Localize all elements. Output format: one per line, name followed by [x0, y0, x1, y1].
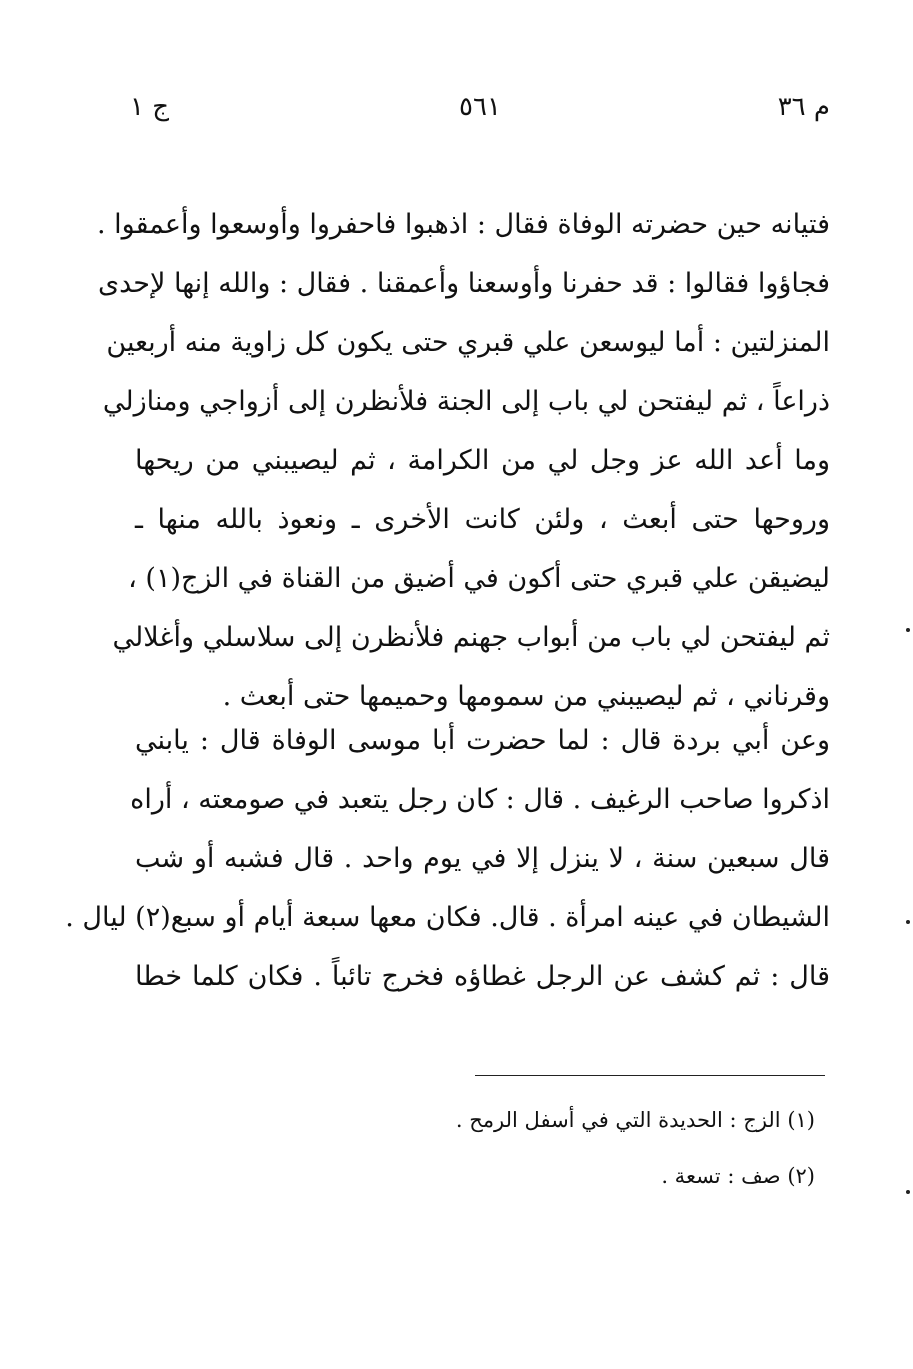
text-line: ذراعاً ، ثم ليفتحن لي باب إلى الجنة فلأنظرن إلى أزواجي ومنازلي	[102, 386, 830, 417]
text-line: اذكروا صاحب الرغيف . قال : كان رجل يتعبد في صومعته ، أراه	[130, 784, 830, 815]
text-line: وعن أبي بردة قال : لما حضرت أبا موسى الوفاة قال : يابني	[135, 725, 830, 756]
footnote-divider	[475, 1075, 825, 1076]
scan-speck	[906, 920, 910, 924]
text-line: فجاؤوا فقالوا : قد حفرنا وأوسعنا وأعمقنا . فقال : والله إنها لإحدى	[97, 268, 830, 299]
paragraph-1	[97, 195, 830, 726]
text-line: قال سبعين سنة ، لا ينزل إلا في يوم واحد . قال فشبه أو شب	[135, 843, 830, 874]
signature-mark: م ٣٦	[777, 92, 830, 122]
text-line: فتيانه حين حضرته الوفاة فقال : اذهبوا فاحفروا وأوسعوا وأعمقوا .	[97, 209, 830, 240]
text-line: وروحها حتى أبعث ، ولئن كانت الأخرى ـ ونعوذ بالله منها ـ	[135, 504, 830, 535]
text-line: ليضيقن علي قبري حتى أكون في أضيق من القناة في الزج(١) ،	[128, 563, 830, 594]
text-line: وما أعد الله عز وجل لي من الكرامة ، ثم ليصيبني من ريحها	[135, 445, 830, 476]
text-line: ثم ليفتحن لي باب من أبواب جهنم فلأنظرن إلى سلاسلي وأغلالي	[112, 622, 830, 653]
scan-speck	[906, 628, 910, 632]
footnote-2: (٢) صف : تسعة .	[661, 1164, 815, 1188]
page-header	[130, 92, 830, 132]
text-line: وقرناني ، ثم ليصيبني من سمومها وحميمها حتى أبعث .	[222, 681, 830, 712]
footnote-1: (١) الزج : الحديدة التي في أسفل الرمح .	[455, 1108, 815, 1132]
text-line: المنزلتين : أما ليوسعن علي قبري حتى يكون كل زاوية منه أربعين	[106, 327, 830, 358]
text-line: الشيطان في عينه امرأة . قال. فكان معها سبعة أيام أو سبع(٢) ليال .	[65, 902, 830, 933]
text-line: قال : ثم كشف عن الرجل غطاؤه فخرج تائباً . فكان كلما خطا	[135, 961, 830, 992]
volume-label: ج ١	[130, 92, 170, 122]
scan-speck	[906, 1190, 910, 1194]
paragraph-2	[65, 711, 830, 1006]
page-number: ٥٦١	[459, 92, 501, 122]
footnotes	[315, 1092, 815, 1204]
